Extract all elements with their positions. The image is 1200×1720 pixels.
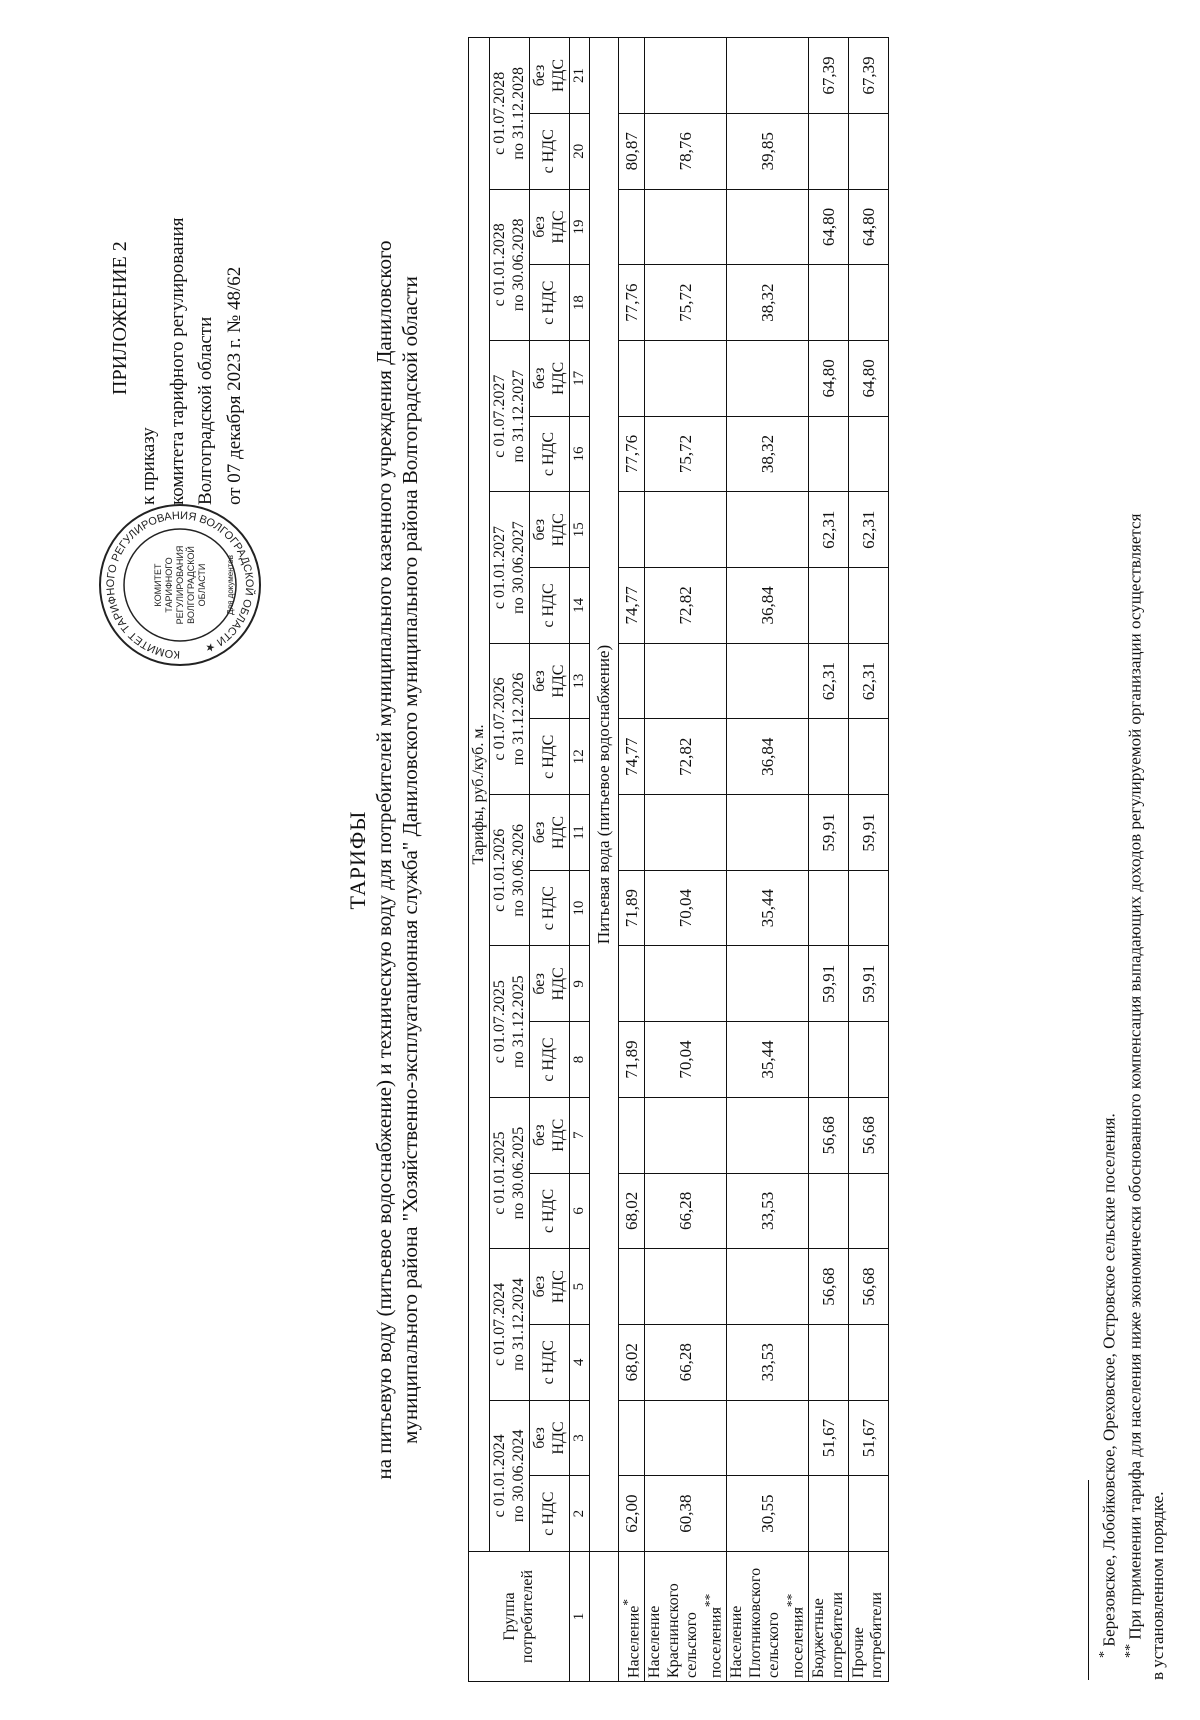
with-vat-header: с НДС <box>530 1476 570 1552</box>
without-vat-header: без НДС <box>530 1400 570 1476</box>
tariff-value <box>727 946 809 1022</box>
tariff-value: 66,28 <box>645 1324 727 1400</box>
tariff-value: 60,38 <box>645 1476 727 1552</box>
with-vat-header: с НДС <box>530 1324 570 1400</box>
with-vat-header: с НДС <box>530 568 570 644</box>
tariff-value: 64,80 <box>809 189 849 265</box>
tariff-value: 51,67 <box>849 1400 889 1476</box>
tariff-value: 35,44 <box>727 870 809 946</box>
period-header: с 01.01.2028 по 30.06.2028 <box>490 189 530 340</box>
tariff-value <box>727 189 809 265</box>
tariff-value: 62,31 <box>849 492 889 568</box>
header-line: Волгоградской области <box>195 316 216 505</box>
without-vat-header: без НДС <box>530 795 570 871</box>
tariff-value <box>727 1400 809 1476</box>
with-vat-header: с НДС <box>530 719 570 795</box>
tariff-value: 67,39 <box>849 38 889 114</box>
tariff-value: 51,67 <box>809 1400 849 1476</box>
header-row <box>469 38 490 1682</box>
without-vat-header: без НДС <box>530 341 570 417</box>
without-vat-header: без НДС <box>530 492 570 568</box>
period-header: с 01.01.2024 по 30.06.2024 <box>490 1400 530 1551</box>
tariff-value: 64,80 <box>809 341 849 417</box>
tariff-value <box>849 1324 889 1400</box>
without-vat-header: без НДС <box>530 38 570 114</box>
tariff-value: 78,76 <box>645 113 727 189</box>
tariff-value <box>849 113 889 189</box>
column-index: 11 <box>569 795 589 871</box>
tariff-value: 70,04 <box>645 870 727 946</box>
tariff-value <box>727 341 809 417</box>
stamp-bottom-text: Для документов <box>226 555 235 615</box>
appendix-title: ПРИЛОЖЕНИЕ 2 <box>109 241 131 395</box>
tariff-value: 36,84 <box>727 568 809 644</box>
period-header: с 01.01.2026 по 30.06.2026 <box>490 795 530 946</box>
tariff-value <box>849 870 889 946</box>
without-vat-header: без НДС <box>530 189 570 265</box>
column-index: 18 <box>569 265 589 341</box>
consumer-group: Население* <box>618 1552 645 1682</box>
tariff-value: 77,76 <box>618 265 645 341</box>
column-index: 20 <box>569 113 589 189</box>
tariff-value <box>618 643 645 719</box>
tariff-value <box>849 1173 889 1249</box>
tariff-value: 59,91 <box>809 795 849 871</box>
tariff-value <box>849 265 889 341</box>
column-index: 15 <box>569 492 589 568</box>
period-header: с 01.07.2026 по 31.12.2026 <box>490 643 530 794</box>
tariff-value: 72,82 <box>645 568 727 644</box>
column-index: 5 <box>569 1249 589 1325</box>
stamp-center-line: ОБЛАСТИ <box>197 563 207 607</box>
column-index: 2 <box>569 1476 589 1552</box>
stamp-center-line: КОМИТЕТ <box>153 563 163 607</box>
table-row <box>727 38 809 1682</box>
footnotes <box>1088 514 1169 1680</box>
tariff-value <box>645 1400 727 1476</box>
with-vat-header: с НДС <box>530 870 570 946</box>
tariff-value: 80,87 <box>618 113 645 189</box>
tariff-value: 33,53 <box>727 1324 809 1400</box>
with-vat-header: с НДС <box>530 1022 570 1098</box>
column-index: 4 <box>569 1324 589 1400</box>
column-index: 16 <box>569 416 589 492</box>
tariff-value <box>645 1097 727 1173</box>
tariff-value <box>727 38 809 114</box>
period-header: с 01.07.2028 по 31.12.2028 <box>490 38 530 190</box>
column-index: 14 <box>569 568 589 644</box>
tariff-value <box>727 1249 809 1325</box>
tariff-value: 67,39 <box>809 38 849 114</box>
stamp-center-line: ВОЛГОГРАДСКОЙ <box>186 546 196 624</box>
tariff-value <box>849 1476 889 1552</box>
column-index: 19 <box>569 189 589 265</box>
tariff-value <box>618 1400 645 1476</box>
period-header: с 01.07.2025 по 31.12.2025 <box>490 946 530 1097</box>
consumer-group: Население Плотниковского сельского поселения** <box>727 1552 809 1682</box>
footnote-separator <box>1088 1480 1089 1680</box>
title-line: муниципального района "Хозяйственно-эксплуатационная служба" Даниловского муниципального района Волгоградской области <box>398 276 423 1444</box>
tariff-value <box>849 416 889 492</box>
section-row <box>590 38 619 1682</box>
column-index: 3 <box>569 1400 589 1476</box>
tariff-value: 38,32 <box>727 416 809 492</box>
title-main: ТАРИФЫ <box>345 810 370 910</box>
column-index: 17 <box>569 341 589 417</box>
footnote-2: ** При применении тарифа для населения ниже экономически обоснованного компенсация выпадающих доходов регулируемой организации осуществляется <box>1121 513 1145 1658</box>
tariff-value: 56,68 <box>809 1249 849 1325</box>
period-header: с 01.07.2024 по 31.12.2024 <box>490 1249 530 1400</box>
column-index: 7 <box>569 1097 589 1173</box>
tariff-value <box>809 1173 849 1249</box>
tariff-value <box>809 265 849 341</box>
tariff-value: 59,91 <box>809 946 849 1022</box>
tariff-value <box>727 795 809 871</box>
tariff-value <box>645 1249 727 1325</box>
tariff-table-wrapper <box>468 37 889 1682</box>
footnote-mark: * <box>619 1598 635 1606</box>
header-line: от 07 декабря 2023 г. № 48/62 <box>223 266 245 505</box>
column-index: 9 <box>569 946 589 1022</box>
tariff-value <box>645 38 727 114</box>
tariff-value: 56,68 <box>809 1097 849 1173</box>
tariff-value: 62,00 <box>618 1476 645 1552</box>
tariff-value <box>618 795 645 871</box>
stamp-center-line: ТАРИФНОГО <box>164 557 174 613</box>
tariff-value: 66,28 <box>645 1173 727 1249</box>
tariff-value: 62,31 <box>809 643 849 719</box>
tariff-value <box>618 946 645 1022</box>
document-title <box>345 0 424 1720</box>
header-line: комитета тарифного регулирования <box>166 217 188 505</box>
tariff-value: 74,77 <box>618 719 645 795</box>
tariff-value: 59,91 <box>849 946 889 1022</box>
column-index: 8 <box>569 1022 589 1098</box>
tariff-value <box>618 38 645 114</box>
tariff-value: 75,72 <box>645 416 727 492</box>
period-row <box>490 38 530 1682</box>
tariff-value: 75,72 <box>645 265 727 341</box>
tariff-value <box>618 1249 645 1325</box>
tariff-value <box>618 189 645 265</box>
column-index: 21 <box>569 38 589 114</box>
tariff-value: 59,91 <box>849 795 889 871</box>
column-index: 12 <box>569 719 589 795</box>
tariff-value: 71,89 <box>618 870 645 946</box>
tariff-value <box>809 568 849 644</box>
tariff-value: 39,85 <box>727 113 809 189</box>
tariff-value <box>727 492 809 568</box>
tariff-table <box>468 37 889 1682</box>
stamp-ring-text: КОМИТЕТ ТАРИФНОГО РЕГУЛИРОВАНИЯ ВОЛГОГРАДСКОЙ ОБЛАСТИ ★ <box>104 509 256 661</box>
tariff-value <box>809 719 849 795</box>
column-index: 6 <box>569 1173 589 1249</box>
tariff-value: 71,89 <box>618 1022 645 1098</box>
tariff-header: Тарифы, руб./куб. м. <box>469 38 490 1552</box>
tariff-value <box>618 1097 645 1173</box>
tariff-value <box>727 643 809 719</box>
header-line: к приказу <box>138 427 159 505</box>
tariff-value <box>809 870 849 946</box>
title-line: на питьевую воду (питьевое водоснабжение) и техническую воду для потребителей муниципального казенного учреждения Даниловского <box>372 240 396 1480</box>
group-header: Группа потребителей <box>469 1552 570 1682</box>
table-row <box>849 38 889 1682</box>
without-vat-header: без НДС <box>530 946 570 1022</box>
tariff-value: 68,02 <box>618 1173 645 1249</box>
tariff-value: 74,77 <box>618 568 645 644</box>
with-vat-header: с НДС <box>530 113 570 189</box>
period-header: с 01.01.2025 по 30.06.2025 <box>490 1097 530 1248</box>
tariff-value: 70,04 <box>645 1022 727 1098</box>
without-vat-header: без НДС <box>530 1249 570 1325</box>
tariff-value: 33,53 <box>727 1173 809 1249</box>
tariff-value: 62,31 <box>849 643 889 719</box>
consumer-group: Бюджетные потребители <box>809 1552 849 1682</box>
footnote-mark: ** <box>783 1593 799 1608</box>
section-title: Питьевая вода (питьевое водоснабжение) <box>590 38 619 1552</box>
tariff-value: 36,84 <box>727 719 809 795</box>
tariff-value: 62,31 <box>809 492 849 568</box>
tariff-value: 56,68 <box>849 1249 889 1325</box>
tariff-value <box>809 1324 849 1400</box>
table-row <box>809 38 849 1682</box>
consumer-group: Прочие потребители <box>849 1552 889 1682</box>
tariff-value: 64,80 <box>849 189 889 265</box>
tariff-value <box>809 113 849 189</box>
tariff-value <box>645 492 727 568</box>
column-index: 10 <box>569 870 589 946</box>
without-vat-header: без НДС <box>530 1097 570 1173</box>
tariff-value: 77,76 <box>618 416 645 492</box>
tariff-value <box>849 1022 889 1098</box>
with-vat-header: с НДС <box>530 1173 570 1249</box>
column-index: 13 <box>569 643 589 719</box>
tariff-value <box>645 189 727 265</box>
table-row <box>618 38 645 1682</box>
stamp-center-line: РЕГУЛИРОВАНИЯ <box>175 545 185 625</box>
footnote-mark: ** <box>701 1593 717 1608</box>
tariff-value <box>645 643 727 719</box>
column-index: 1 <box>569 1552 589 1682</box>
tariff-value: 30,55 <box>727 1476 809 1552</box>
tariff-value <box>849 719 889 795</box>
footnote-1: * Березовское, Лобойковское, Ореховское, Островское сельские поселения. <box>1096 1113 1119 1658</box>
period-header: с 01.07.2027 по 31.12.2027 <box>490 341 530 492</box>
tariff-value <box>618 492 645 568</box>
tariff-value <box>618 341 645 417</box>
tariff-value <box>809 1476 849 1552</box>
tariff-value <box>645 795 727 871</box>
approval-header <box>105 217 249 505</box>
tariff-value <box>727 1097 809 1173</box>
tariff-value: 38,32 <box>727 265 809 341</box>
tariff-value: 35,44 <box>727 1022 809 1098</box>
tariff-value <box>809 416 849 492</box>
tariff-value: 64,80 <box>849 341 889 417</box>
period-header: с 01.01.2027 по 30.06.2027 <box>490 492 530 643</box>
with-vat-header: с НДС <box>530 416 570 492</box>
tariff-value <box>645 946 727 1022</box>
tariff-value <box>645 341 727 417</box>
tariff-value: 68,02 <box>618 1324 645 1400</box>
tariff-value <box>809 1022 849 1098</box>
consumer-group: Население Краснинского сельского поселения** <box>645 1552 727 1682</box>
vat-row <box>530 38 570 1682</box>
without-vat-header: без НДС <box>530 643 570 719</box>
table-row <box>645 38 727 1682</box>
with-vat-header: с НДС <box>530 265 570 341</box>
column-index-row <box>569 38 589 1682</box>
tariff-value: 72,82 <box>645 719 727 795</box>
tariff-value <box>849 568 889 644</box>
section-spacer <box>590 1552 619 1682</box>
tariff-value: 56,68 <box>849 1097 889 1173</box>
footnote-2-continuation: в установленном порядке. <box>1147 1491 1167 1680</box>
official-stamp-icon <box>95 500 265 670</box>
